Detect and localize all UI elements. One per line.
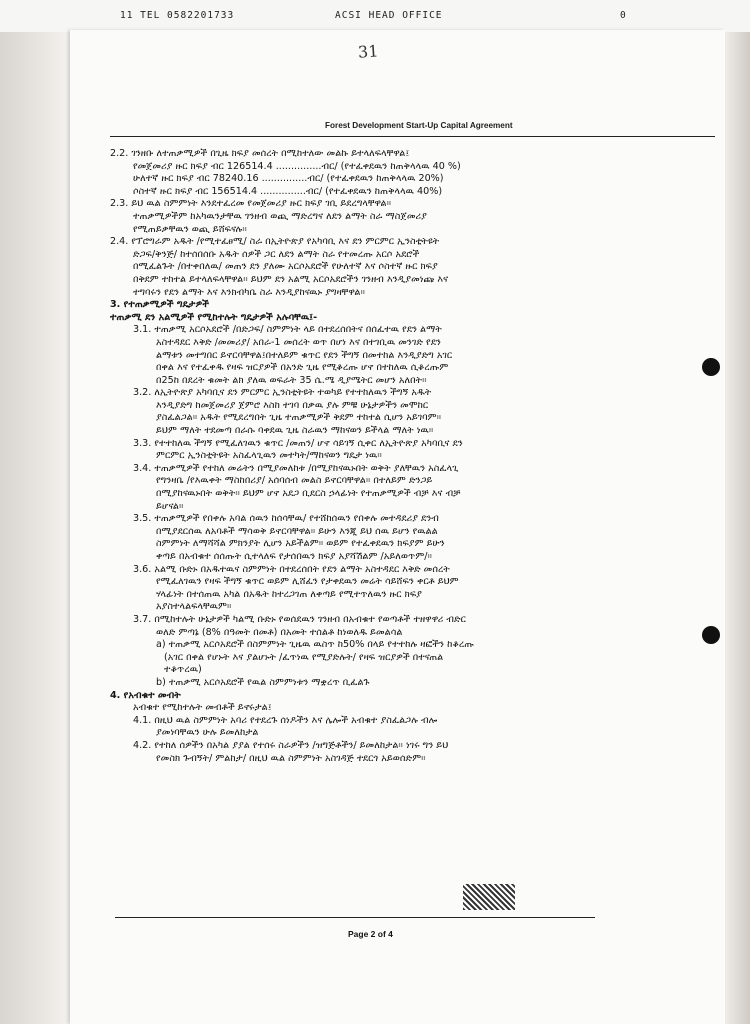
text-line: ቀጣይ በአብቁተ ሰሰጡት ሲተላለፍ የታሰበዉን ክፍያ አያሻሽልም /አይለወጥም/። <box>156 551 433 562</box>
handwritten-page-mark: 31 <box>357 41 379 62</box>
text-line: 4.1. በዚህ ዉል ስምምነት አባሪ የተደረጉ ሰነዶችን እና ሌሎች አብቁተ ያስፈልጋሉ ብሎ <box>133 714 438 726</box>
scan-background-left <box>0 0 70 1024</box>
text-line: የመስክ ጉብኝት/ ምልከታ/ በዚህ ዉል ስምምነት አስገዳጅ ተደርጎ አይወሰድም። <box>156 752 426 764</box>
text-line: አብቁተ የሚከተሉት መብቶች ይኖሩታል፤ <box>133 702 272 714</box>
text-line: 3.1. ተጠቃሚ አርሶአደሮች /በድጋፍ/ ስምምነት ላይ በተደረሰበትና በሰፈተዉ የደን ልማት <box>133 324 442 336</box>
text-line: ተቆጥረዉ) <box>164 664 202 676</box>
text-line: ምርምር ኢንስቲትዩት አስፈላጊዉን መተካት/ማከናወን ግዴታ ነዉ። <box>156 450 382 462</box>
text-line: በቀል እና የተፈቀዱ የዛፍ ዝርያዎች በአንድ ጊዜ የሚቆረጡ ሆኖ በተከለዉ ሲቆረጡም <box>156 362 449 374</box>
text-line: ሃላፊነት በተሰጠዉ አካል በአዱት ከተረጋገጠ ለቀጣይ የሚተጥለዉን ዙር ክፍያ <box>156 588 422 600</box>
text-line: በሚያከናዉኑበት ወቅት። ይህም ሆኖ አደጋ ቢደርስ ኃላፊነት የተጠቃሚዎች ብቻ እና ብቻ <box>156 488 461 500</box>
text-line: ሁለተኛ ዙር ክፍያ ብር 78240.16 ...............ብር/ (የተፈቀደዉን ከጠቅላላዉ 20%) <box>133 173 444 185</box>
text-line: 2.2. ገንዘቡ ለተጠቃሚዎች በጊዜ ክፍያ መሰረት በሚከተለው መልኩ ይተላለፍላቸዋል፤ <box>110 148 410 159</box>
running-header-title: Forest Development Start-Up Capital Agreement <box>325 121 513 130</box>
text-line: 3.7. በሚከተሉት ሁኔታዎች ካልሚ ቡድኑ የወሰደዉን ገንዘብ በአብቁተ የወጣቶች ተዘዋዋሪ ብድር <box>133 613 466 625</box>
text-line: የሚፈለገዉን የዛፍ ችግኝ ቁጥር ወይም ሊሸፈን የታቀደዉን መሬት ሳይሸፍን ቀርቶ ይህም <box>156 576 459 588</box>
text-line: ተጠቃሚዎችም ከአካዉንታቸዉ ገንዘብ ወጪ ማድረግና ለደን ልማት ስራ ማስጀመሪያ <box>133 210 427 222</box>
text-line: ድጋፍ/ቅንጅ/ ከተሰበሰቡ አዱት ሰዎች ጋር ለደን ልማት ስራ የተመረጡ አርሶ አደሮች <box>133 248 420 260</box>
text-line: 3. የተጠቃሚዎች ግዴታዎች <box>110 299 210 311</box>
text-line: ስምምነት ለማሻሻል ምክንያት ሊሆን አይችልም። ወይም የተፈቀደዉን ክፍያም ይሁን <box>156 538 445 550</box>
fax-tel: 11 TEL 0582201733 <box>120 10 235 21</box>
text-line: ወለድ ምጣኔ (8% በዓመት በመቶ) በአመት ተሰልቶ ከነወለዱ ይመልሳል <box>156 626 403 638</box>
text-line: በሚፈልጉት /በተቀበለዉ/ መጠን ደን ያለሙ አርሶአደሮች የሁለተኛ እና ሶስተኛ ዙር ክፍያ <box>133 261 438 273</box>
fax-header <box>120 10 660 26</box>
text-line: ይህም ማለት ተደመጣ በራሱ ባቀደዉ ጊዜ ስራዉን ማከናወን ይችላል ማለት ነዉ። <box>156 425 434 437</box>
scan-artifact <box>463 884 515 910</box>
text-line: 2.4. የፕሮግራም አዱት /የሚተፈፀሚ/ ስራ በኢትዮጵያ የአካባቢ እና ደን ምርምር ኢንስቲትዩት <box>110 236 440 248</box>
text-line: 3.6. አልሚ ቡድኑ በአዱተዉና ስምምነት በተደረሰበት የደን ልማት አስተዳደር እቅድ መሰረት <box>133 563 450 575</box>
text-line: የግንዛቤ /የእዉቀት ማስከበሪያ/ አሰባሰብ መልስ ይኖርባቸዋል። በተለይም ድንጋይ <box>156 475 433 487</box>
fax-office: ACSI HEAD OFFICE <box>335 10 443 21</box>
text-line: 4.2. የተከለ ሰዎችን በአካል ያያል የተሰሩ ስራዎችን /ዝግጅቶችን/ ይመለከታል። ነገሩ ግን ይህ <box>133 739 449 751</box>
text-line: የሚጠይቃቸዉን ወጪ ይሸፍናሉ። <box>133 223 247 235</box>
header-rule <box>110 136 715 137</box>
text-line: 2.3. ይህ ዉል ስምምነት እንደተፈረመ የመጀመሪያ ዙር ክፍያ ገቢ ይደረግላቸዋል። <box>110 198 392 210</box>
text-line: b) ተጠቃሚ አርሶአደሮች የዉል ስምምነቱን ማቋረጥ ቢፈልጉ <box>156 676 370 688</box>
running-header <box>325 121 725 130</box>
punch-hole-upper <box>702 358 720 376</box>
text-line: (አገር በቀል የሆኑት እና ያልሆኑት /ፈጥነዉ የሚያድሉት/ የዛፍ ዝርያዎች በተናጠል <box>164 651 444 663</box>
text-line: ያመነባቸዉን ሁሉ ይመለከታል <box>156 727 259 739</box>
text-line: ተግባሩን የደን ልማት እና እንክብካቤ ስራ እንዲያከናዉኑ ያግዛቸዋል። <box>133 286 365 298</box>
text-line: 3.5. ተጠቃሚዎች የበቀሉ አባል ሰዉን ከሰሳቸዉ/ የተሸከሰዉን የበቀሉ መተዳደሪያ ደንብ <box>133 513 439 525</box>
text-line: ልማቱን መተግበር ይኖርባቸዋል፤በተለይም ቁጥር የደን ችግኝ በመተከል እንዲያድግ አገር <box>156 349 453 361</box>
text-line: a) ተጠቃሚ አርሶአደሮች በስምምነት ጊዜዉ ዉስጥ ከ50% በላይ የተተከሉ ዛፎችን ከቆረጡ <box>156 639 474 651</box>
text-line: በቅደም ተከተል ይተላለፍላቸዋል። ይህም ደን አልሚ አርሶአደሮችን ገንዘብ እንዲያመነጩ እና <box>133 273 449 285</box>
text-line: ይሆናል። <box>156 500 184 512</box>
text-line: አያስተላልፍላቸዉም። <box>156 601 232 613</box>
footer-rule <box>115 917 595 918</box>
text-line: 3.2. ለኢትዮጵያ አካባቢና ደን ምርምር ኢንስቲትዩት ተወካይ የተተከለዉን ችግኝ አዱት <box>133 387 432 399</box>
text-line: አስተዳደር እቅድ /መመሪያ/ አበራ-1 መሰረት ወጥ በሆነ እና በተገቢዉ መንገድ የደን <box>156 336 441 348</box>
footer-page-number: Page 2 of 4 <box>348 929 393 939</box>
text-line: በሚያደርሰዉ ለአባቶች ማሳወቅ ይኖርባቸዋል። ይሁን እንጂ ይህ ሰዉ ይሆን የዉልል <box>156 525 438 537</box>
text-line: 4. የአብቁተ መብት <box>110 689 181 701</box>
text-line: ተጠቃሚ ደን አልሚዎች የሚከተሉት ግዴታዎች አሉባቸዉ፤- <box>110 311 318 323</box>
text-line: 3.4. ተጠቃሚዎች የተከለ መሬትን በሚያመለከቱ /በሚያከናዉኑበት ወቅት ያለቸዉን አስፈላጊ <box>133 462 459 474</box>
fax-strip <box>0 0 750 32</box>
text-line: ሶስተኛ ዙር ክፍያ ብር 156514.4 ...............ብር/ (የተፈቀደዉን ከጠቅላላዉ 40%) <box>133 185 443 197</box>
text-line: 3.3. የተተከለዉ ችግኝ የሚፈለገዉን ቁጥር /መጠን/ ሆኖ ሳይገኝ ሲቀር ለኢትዮጵያ አካባቢና ደን <box>133 437 463 449</box>
text-line: ያስፈልጋል። አዱት የሚደረግበት ጊዜ ተጠቃሚዎች ቅደም ተከተል ሲሆን አይገባም። <box>156 412 442 424</box>
document-body <box>110 148 620 765</box>
punch-hole-lower <box>702 626 720 644</box>
text-line: የመጀመሪያ ዙር ክፍያ ብር 126514.4 ...............ብር/ (የተፈቀደዉን ከጠቅላላዉ 40 %) <box>133 160 461 172</box>
text-line: እንዲያድግ ከመጀመሪያ ጀምሮ እስከ ተገባ በቃዉ ያሉ ምቹ ሁኔታዎችን መሞከር <box>156 399 429 411</box>
text-line: በ25ከ በደረት ቁመት ልክ ያለዉ ወፍራት 35 ሴ.ሜ ዲያሜትር መሆን አለበት። <box>156 374 427 386</box>
fax-page: 0 <box>620 10 627 21</box>
